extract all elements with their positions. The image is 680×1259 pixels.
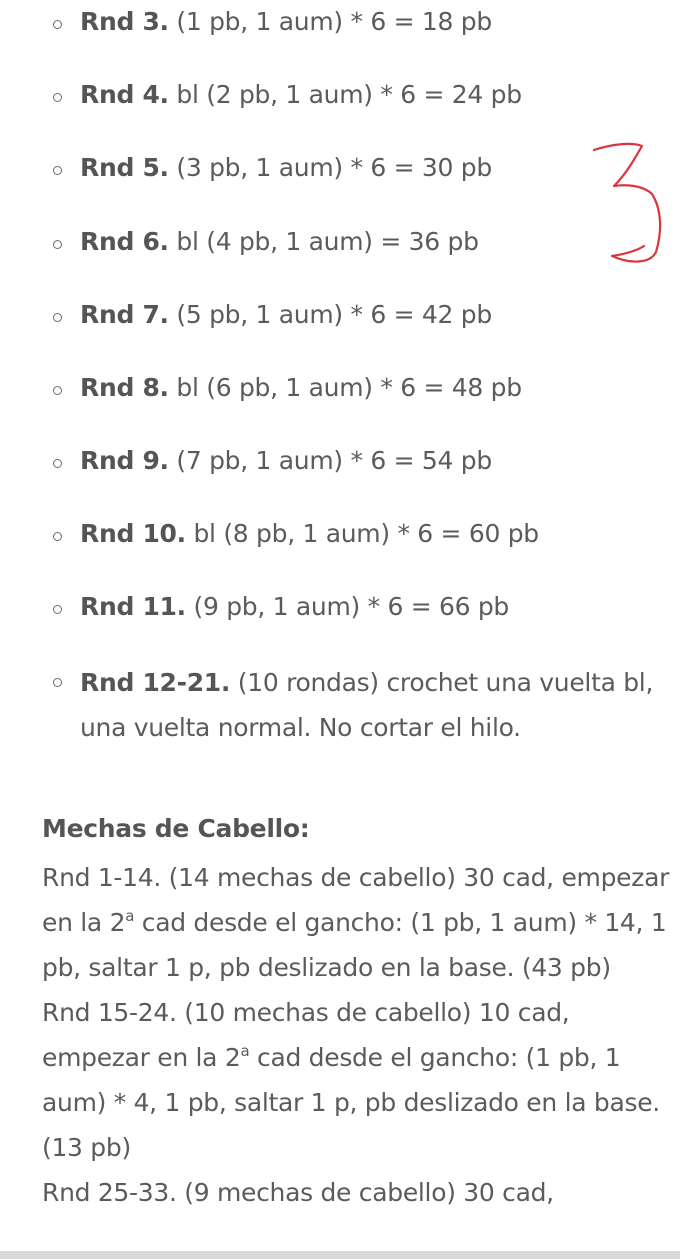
round-text bbox=[80, 660, 670, 750]
round-item bbox=[0, 78, 680, 118]
instruction-text: Rnd 1-14. (14 mechas de cabello) 30 cad, empezar en la 2 bbox=[42, 863, 670, 937]
round-body: bl (6 pb, 1 aum) * 6 = 48 pb bbox=[168, 373, 522, 402]
handwritten-mark-icon bbox=[590, 140, 670, 270]
round-body: bl (8 pb, 1 aum) * 6 = 60 pb bbox=[185, 519, 539, 548]
round-body: (9 pb, 1 aum) * 6 = 66 pb bbox=[185, 592, 509, 621]
round-label: Rnd 8. bbox=[80, 373, 169, 402]
instruction-text: Rnd 15-24. (10 mechas de cabello) 10 cad, empezar en la 2 bbox=[42, 998, 570, 1072]
round-item bbox=[0, 590, 680, 630]
round-text bbox=[80, 5, 492, 39]
round-body: (3 pb, 1 aum) * 6 = 30 pb bbox=[168, 153, 492, 182]
round-text bbox=[80, 225, 479, 259]
round-item bbox=[0, 517, 680, 557]
round-body: (7 pb, 1 aum) * 6 = 54 pb bbox=[168, 446, 492, 475]
instruction-paragraph bbox=[42, 990, 674, 1170]
instruction-text: cad desde el gancho: (1 pb, 1 aum) * 4, 1 pb, saltar 1 p, pb deslizado en la base. (13 pb) bbox=[42, 1043, 660, 1162]
round-item bbox=[0, 225, 680, 265]
round-text bbox=[80, 517, 539, 551]
round-item bbox=[0, 444, 680, 484]
bullet-icon bbox=[53, 20, 62, 29]
round-label: Rnd 10. bbox=[80, 519, 186, 548]
round-body: (5 pb, 1 aum) * 6 = 42 pb bbox=[168, 300, 492, 329]
round-item bbox=[0, 151, 680, 191]
bullet-icon bbox=[53, 386, 62, 395]
round-label: Rnd 11. bbox=[80, 592, 186, 621]
round-item bbox=[0, 5, 680, 45]
round-label: Rnd 9. bbox=[80, 446, 169, 475]
bullet-icon bbox=[53, 678, 62, 687]
round-item bbox=[0, 371, 680, 411]
round-text bbox=[80, 371, 522, 405]
round-item bbox=[0, 660, 680, 750]
round-text bbox=[80, 151, 492, 185]
instruction-text: cad desde el gancho: (1 pb, 1 aum) * 14, 1 pb, saltar 1 p, pb deslizado en la base. (43 pb) bbox=[42, 908, 667, 982]
instruction-paragraph bbox=[42, 855, 674, 990]
round-label: Rnd 3. bbox=[80, 7, 169, 36]
bullet-icon bbox=[53, 532, 62, 541]
bullet-icon bbox=[53, 166, 62, 175]
round-body: bl (2 pb, 1 aum) * 6 = 24 pb bbox=[168, 80, 522, 109]
bullet-icon bbox=[53, 93, 62, 102]
instruction-paragraph: Rnd 25-33. (9 mechas de cabello) 30 cad, bbox=[42, 1178, 554, 1207]
round-label: Rnd 5. bbox=[80, 153, 169, 182]
round-label: Rnd 4. bbox=[80, 80, 169, 109]
bottom-edge bbox=[0, 1251, 680, 1259]
round-body: bl (4 pb, 1 aum) = 36 pb bbox=[168, 227, 479, 256]
round-label: Rnd 12-21. bbox=[80, 668, 231, 697]
round-text bbox=[80, 590, 509, 624]
ordinal-marker: a bbox=[240, 1042, 250, 1060]
section-heading: Mechas de Cabello: bbox=[42, 814, 310, 843]
hair-instructions bbox=[42, 855, 674, 1215]
bullet-icon bbox=[53, 459, 62, 468]
bullet-icon bbox=[53, 605, 62, 614]
round-body: (10 rondas) crochet una vuelta bl, una vuelta normal. No cortar el hilo. bbox=[80, 668, 654, 742]
round-text bbox=[80, 444, 492, 478]
ordinal-marker: a bbox=[125, 907, 135, 925]
bullet-icon bbox=[53, 240, 62, 249]
round-text bbox=[80, 298, 492, 332]
round-label: Rnd 6. bbox=[80, 227, 169, 256]
round-text bbox=[80, 78, 522, 112]
round-body: (1 pb, 1 aum) * 6 = 18 pb bbox=[168, 7, 492, 36]
round-label: Rnd 7. bbox=[80, 300, 169, 329]
round-item bbox=[0, 298, 680, 338]
bullet-icon bbox=[53, 313, 62, 322]
